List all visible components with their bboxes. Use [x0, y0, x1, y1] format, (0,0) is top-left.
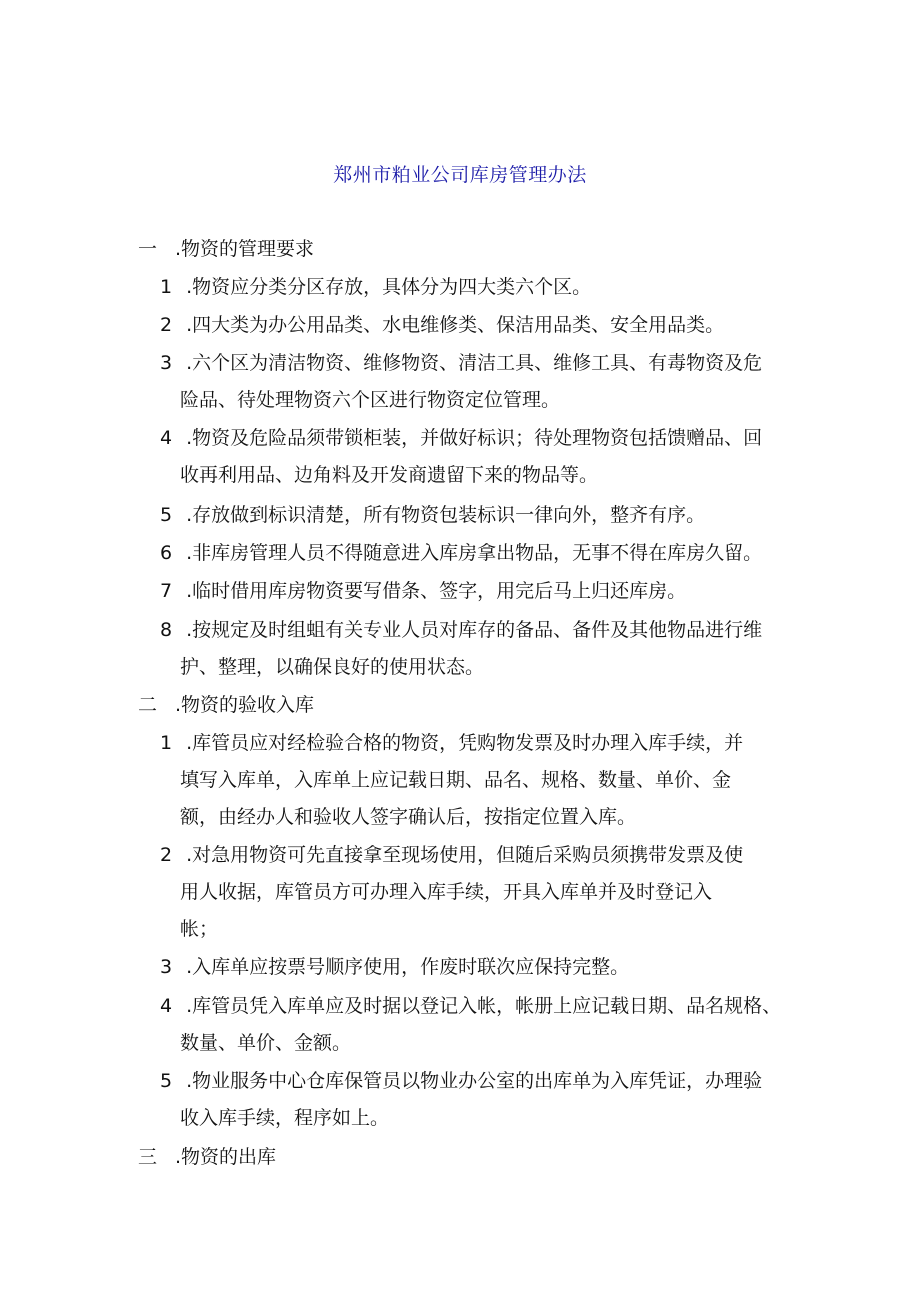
list-item	[160, 275, 591, 299]
item-number: 4	[160, 995, 173, 1017]
item-continuation: 收入库手续，程序如上。	[180, 1107, 390, 1129]
list-item	[160, 731, 743, 755]
item-continuation: 数量、单价、金额。	[180, 1032, 352, 1054]
item-continuation: 填写入库单，入库单上应记载日期、品名、规格、数量、单价、金	[180, 769, 732, 791]
item-number: 2	[160, 314, 173, 336]
item-text: .库管员凭入库单应及时据以登记入帐，帐册上应记载日期、品名规格、	[186, 995, 782, 1017]
list-item	[160, 618, 762, 642]
item-text: .对急用物资可先直接拿至现场使用，但随后采购员须携带发票及使	[186, 844, 744, 866]
section-number: 一	[138, 238, 158, 260]
document-title: 郑州市粕业公司库房管理办法	[333, 164, 587, 186]
item-text: .四大类为办公用品类、水电维修类、保洁用品类、安全用品类。	[186, 314, 725, 336]
item-continuation: 险品、待处理物资六个区进行物资定位管理。	[180, 389, 561, 411]
list-item	[160, 579, 686, 603]
list-item	[160, 1069, 762, 1093]
section-heading	[138, 1145, 276, 1169]
item-continuation: 用人收据，库管员方可办理入库手续，开具入库单并及时登记入	[180, 881, 713, 903]
section-heading	[138, 237, 314, 261]
list-item	[160, 994, 781, 1018]
section-heading	[138, 693, 314, 717]
item-number: 6	[160, 542, 173, 564]
list-item	[160, 426, 762, 450]
section-title: .物资的出库	[175, 1146, 277, 1168]
list-item	[160, 955, 629, 979]
section-title: .物资的管理要求	[175, 238, 315, 260]
list-item	[160, 351, 762, 375]
item-text: .物业服务中心仓库保管员以物业办公室的出库单为入库凭证，办理验	[186, 1070, 763, 1092]
item-text: .按规定及时组蛆有关专业人员对库存的备品、备件及其他物品进行维	[186, 619, 763, 641]
item-text: .六个区为清洁物资、维修物资、清洁工具、维修工具、有毒物资及危	[186, 352, 763, 374]
item-text: .库管员应对经检验合格的物资，凭购物发票及时办理入库手续，并	[186, 732, 744, 754]
section-number: 二	[138, 694, 158, 716]
item-number: 5	[160, 1070, 173, 1092]
item-number: 7	[160, 580, 173, 602]
item-number: 1	[160, 732, 173, 754]
item-number: 8	[160, 619, 173, 641]
section-number: 三	[138, 1146, 158, 1168]
item-number: 2	[160, 844, 173, 866]
list-item	[160, 503, 705, 527]
item-text: .临时借用库房物资要写借条、签字，用完后马上归还库房。	[186, 580, 687, 602]
item-text: .非库房管理人员不得随意进入库房拿出物品，无事不得在库房久留。	[186, 542, 763, 564]
list-item	[160, 313, 724, 337]
item-text: .存放做到标识清楚，所有物资包装标识一律向外，整齐有序。	[186, 504, 706, 526]
item-number: 4	[160, 427, 173, 449]
item-continuation: 帐；	[180, 918, 219, 940]
item-number: 5	[160, 504, 173, 526]
list-item	[160, 843, 743, 867]
item-number: 3	[160, 956, 173, 978]
item-text: .物资应分类分区存放，具体分为四大类六个区。	[186, 276, 592, 298]
item-number: 1	[160, 276, 173, 298]
item-text: .物资及危险品须带锁柜装，并做好标识；待处理物资包括馈赠品、回	[186, 427, 763, 449]
item-number: 3	[160, 352, 173, 374]
item-text: .入库单应按票号顺序使用，作废时联次应保持完整。	[186, 956, 630, 978]
list-item	[160, 541, 762, 565]
item-continuation: 收再利用品、边角料及开发商遗留下来的物品等。	[180, 464, 599, 486]
item-continuation: 额，由经办人和验收人签字确认后，按指定位置入库。	[180, 806, 637, 828]
section-title: .物资的验收入库	[175, 694, 315, 716]
item-continuation: 护、整理，以确保良好的使用状态。	[180, 656, 485, 678]
